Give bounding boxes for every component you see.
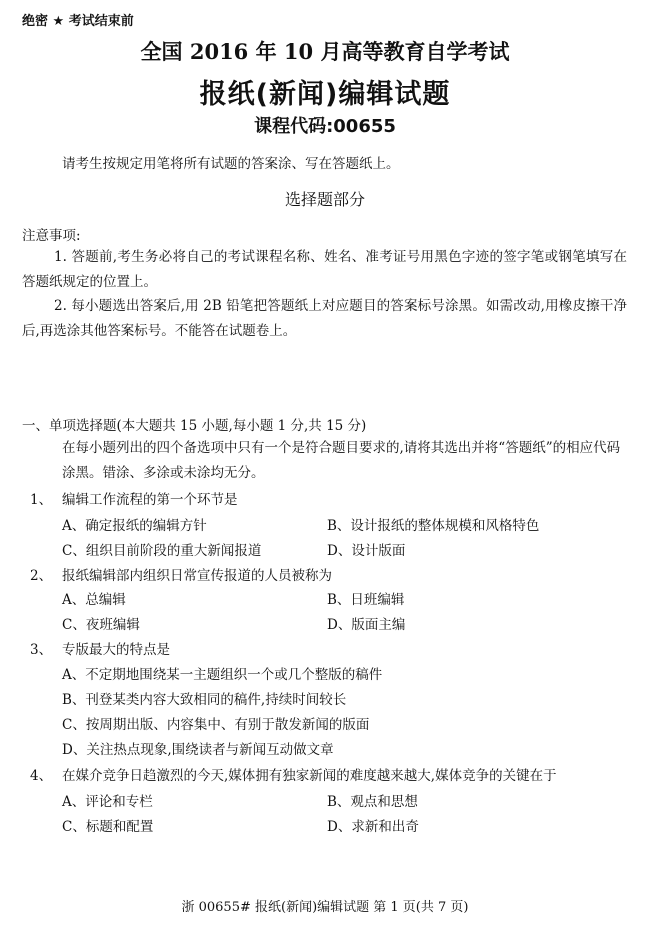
option-c: C、标题和配置 <box>62 819 154 835</box>
option-d: D、版面主编 <box>327 617 406 633</box>
option-c: C、夜班编辑 <box>62 617 140 633</box>
question-text: 报纸编辑部内组织日常宣传报道的人员被称为 <box>62 568 332 584</box>
option-a: A、评论和专栏 <box>62 794 153 810</box>
question-number: 1、 <box>30 492 53 508</box>
option-c: C、组织目前阶段的重大新闻报道 <box>62 543 262 559</box>
option-d: D、设计版面 <box>327 543 406 559</box>
answer-instruction: 请考生按规定用笔将所有试题的答案涂、写在答题纸上。 <box>62 156 400 172</box>
option-a: A、不定期地围绕某一主题组织一个或几个整版的稿件 <box>62 667 383 683</box>
note-item-1: 1. 答题前,考生务必将自己的考试课程名称、姓名、准考证号用黑色字迹的签字笔或钢笔填写在答题纸规定的位置上。 <box>22 249 627 290</box>
option-a: A、总编辑 <box>62 592 126 608</box>
question-text: 编辑工作流程的第一个环节是 <box>62 492 238 508</box>
page-footer: 浙 00655# 报纸(新闻)编辑试题 第 1 页(共 7 页) <box>181 900 469 915</box>
option-b: B、观点和思想 <box>327 794 418 810</box>
question-text: 专版最大的特点是 <box>62 642 170 658</box>
option-b: B、设计报纸的整体规模和风格特色 <box>327 518 540 534</box>
note-item-2: 2. 每小题选出答案后,用 2B 铅笔把答题纸上对应题目的答案标号涂黑。如需改动,用橡皮擦干净后,再选涂其他答案标号。不能答在试题卷上。 <box>22 298 627 339</box>
option-b: B、刊登某类内容大致相同的稿件,持续时间较长 <box>62 692 347 708</box>
exam-title: 全国 2016 年 10 月高等教育自学考试 <box>140 39 510 64</box>
section-heading: 一、单项选择题(本大题共 15 小题,每小题 1 分,共 15 分) <box>22 418 367 434</box>
question-number: 4、 <box>30 768 53 784</box>
subject-title: 报纸(新闻)编辑试题 <box>199 79 451 110</box>
option-d: D、求新和出奇 <box>327 819 419 835</box>
part-title: 选择题部分 <box>284 190 365 209</box>
option-a: A、确定报纸的编辑方针 <box>62 518 207 534</box>
confidential-label: 绝密 ★ 考试结束前 <box>22 14 134 29</box>
option-d: D、关注热点现象,围绕读者与新闻互动做文章 <box>62 742 334 758</box>
option-c: C、按周期出版、内容集中、有别于散发新闻的版面 <box>62 717 370 733</box>
course-code: 课程代码:00655 <box>254 116 396 137</box>
question-number: 2、 <box>30 568 53 584</box>
question-text: 在媒介竞争日趋激烈的今天,媒体拥有独家新闻的难度越来越大,媒体竞争的关键在于 <box>62 768 557 784</box>
notes-heading: 注意事项: <box>22 228 81 244</box>
option-b: B、日班编辑 <box>327 592 405 608</box>
section-description: 在每小题列出的四个备选项中只有一个是符合题目要求的,请将其选出并将“答题纸”的相应代码涂黑。错涂、多涂或未涂均无分。 <box>62 440 621 481</box>
question-number: 3、 <box>30 642 53 658</box>
